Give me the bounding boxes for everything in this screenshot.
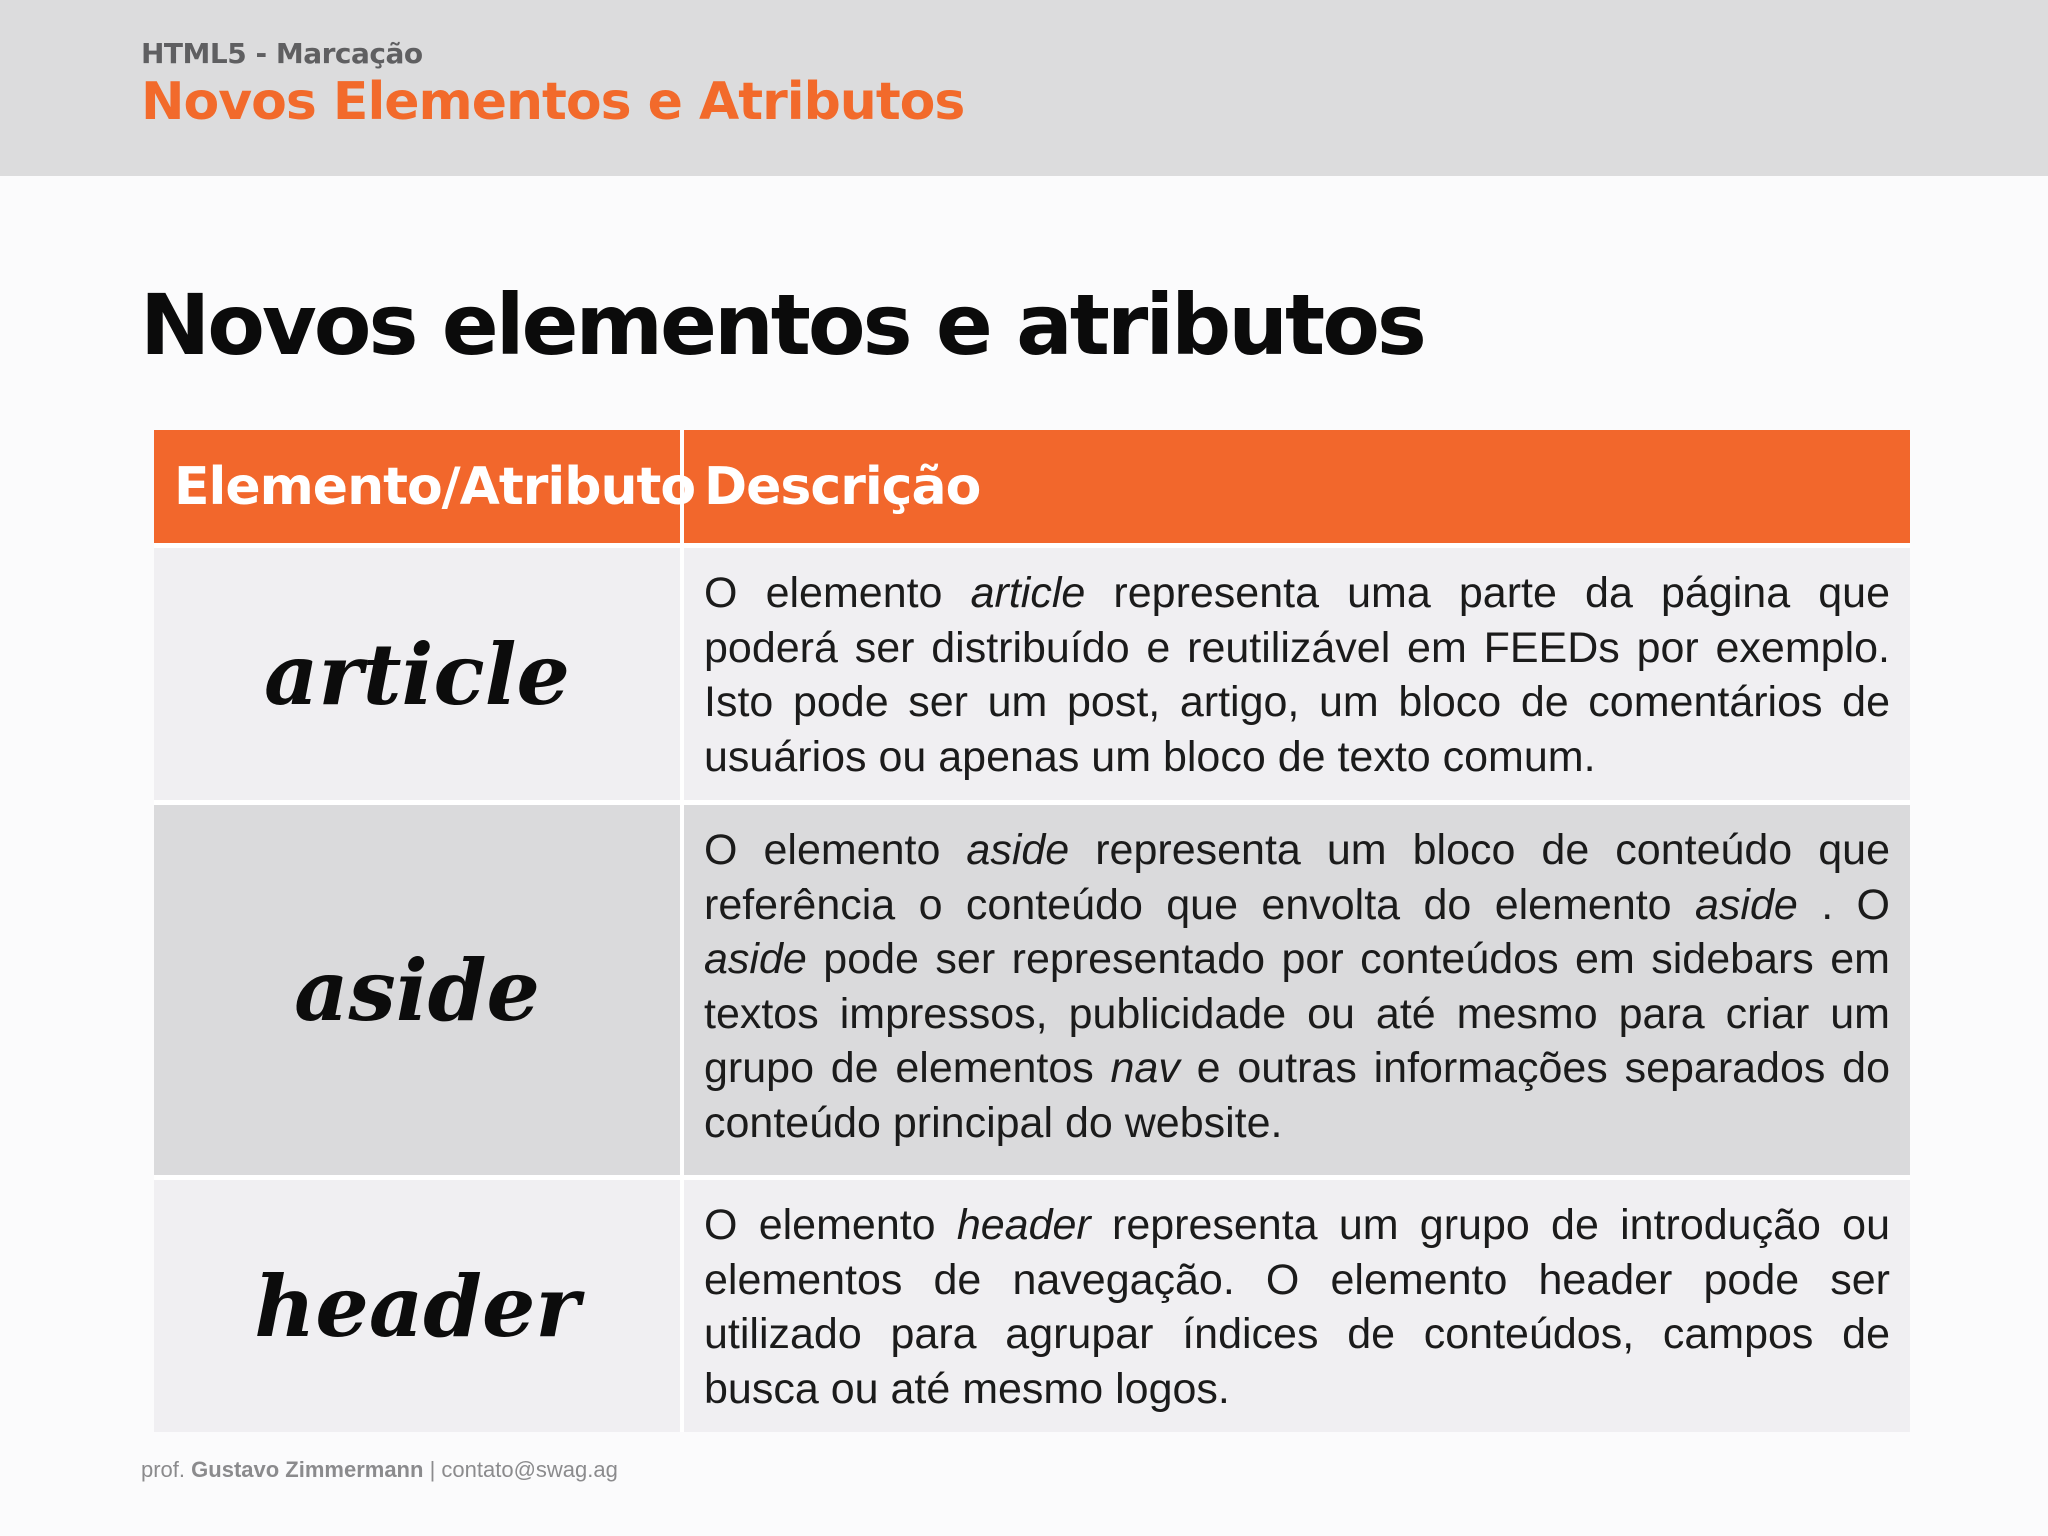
element-name: header [154,1180,684,1432]
element-keyword: nav [1110,1044,1180,1092]
author-name: Gustavo Zimmermann [191,1457,424,1482]
table-row [154,800,1910,1175]
column-header-description: Descrição [704,456,981,517]
element-description: O elemento aside representa um bloco de conteúdo que referência o conteúdo que envolta do elemento aside . O aside pode ser representado por conteúdos em sidebars em textos impressos, publicidade ou até mesmo para criar um grupo de elementos nav e outras informações separados do conteúdo principal do website. [704,826,1890,1147]
footer [141,1457,618,1483]
element-name: aside [154,805,684,1175]
footer-prefix: prof. [141,1457,186,1482]
element-keyword: aside [704,935,807,983]
table-row [154,543,1910,800]
element-description: O elemento header representa um grupo de introdução ou elementos de navegação. O elemento header pode ser utilizado para agrupar índices de conteúdos, campos de busca ou até mesmo logos. [704,1201,1890,1413]
table-header-row [154,430,1910,543]
element-keyword: aside [1695,880,1798,929]
column-header-element: Elemento/Atributo [154,430,684,543]
element-description: O elemento article representa uma parte da página que poderá ser distribuído e reutilizável em FEEDs por exemplo. Isto pode ser um post, artigo, um bloco de comentários de usuários ou apenas um bloco de texto comum. [704,569,1890,781]
element-keyword: aside [966,826,1070,874]
element-keyword: article [970,569,1086,617]
element-keyword: header [956,1201,1091,1249]
element-name: article [154,548,684,800]
page-title: Novos elementos e atributos [140,276,1424,374]
contact-email: contato@swag.ag [441,1457,618,1482]
section-title: Novos Elementos e Atributos [141,72,965,132]
table-row [154,1175,1910,1432]
top-bar [0,0,2048,176]
footer-separator: | [429,1457,436,1482]
elements-table [154,430,1910,1432]
course-label: HTML5 - Marcação [141,37,423,70]
